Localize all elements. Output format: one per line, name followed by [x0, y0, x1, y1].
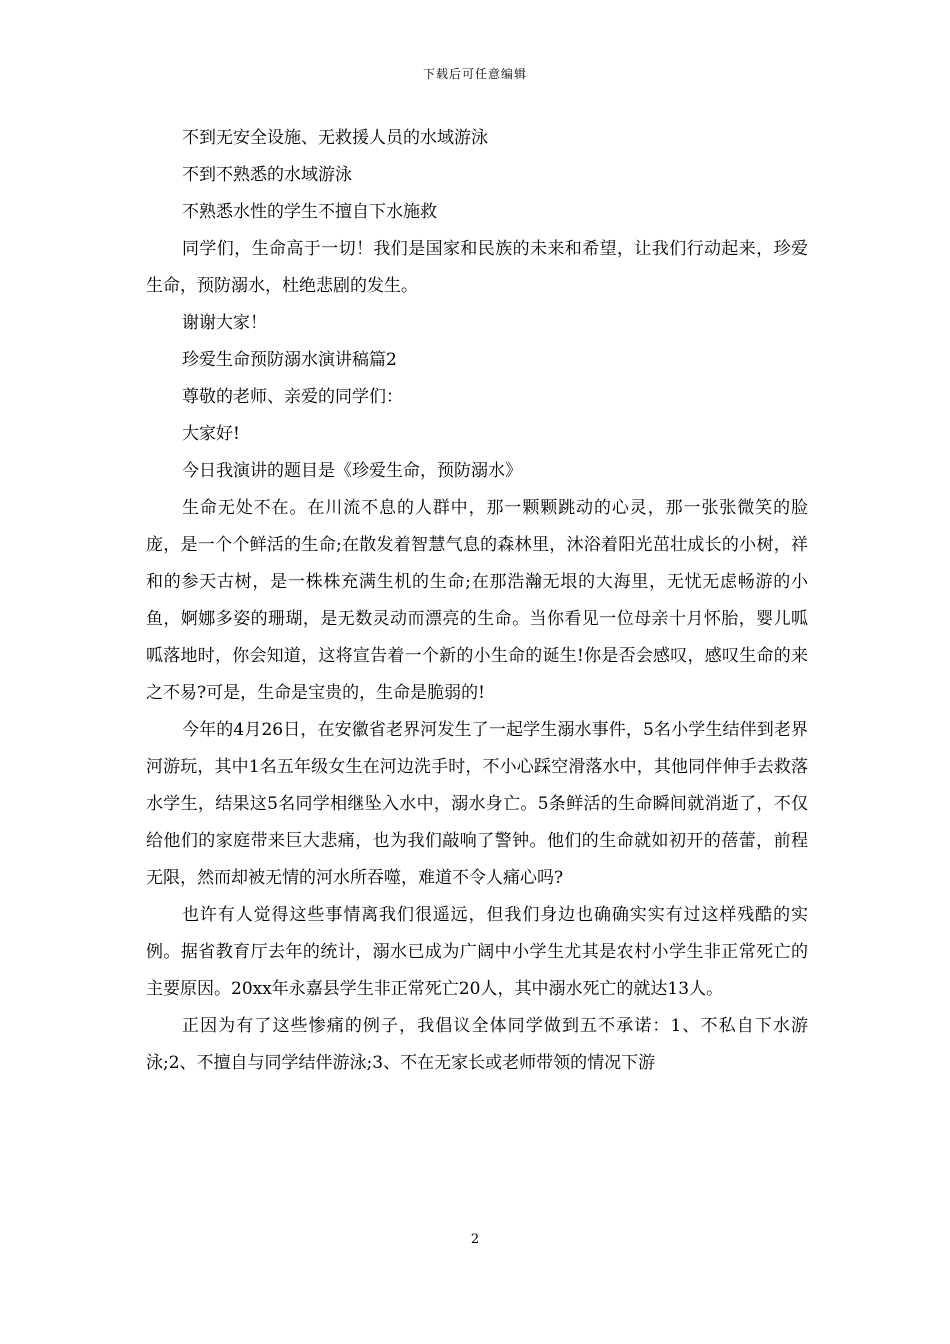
paragraph: 生命无处不在。在川流不息的人群中，那一颗颗跳动的心灵，那一张张微笑的脸庞，是一个个鲜活的生命;在散发着智慧气息的森林里，沐浴着阳光茁壮成长的小树，祥和的参天古树，是一株株充满生机的生命;在那浩瀚无垠的大海里，无忧无虑畅游的小鱼，婀娜多姿的珊瑚，是无数灵动而漂亮的生命。当你看见一位母亲十月怀胎，婴儿呱呱落地时，你会知道，这将宣告着一个新的小生命的诞生!你是否会感叹，感叹生命的来之不易?可是，生命是宝贵的，生命是脆弱的!: [146, 498, 808, 703]
paragraph: 不熟悉水性的学生不擅自下水施救: [182, 202, 437, 222]
greeting: 大家好!: [182, 424, 240, 444]
paragraph: 同学们，生命高于一切！我们是国家和民族的未来和希望，让我们行动起来，珍爱生命，预防溺水，杜绝悲剧的发生。: [146, 239, 808, 296]
paragraph: 不到无安全设施、无救援人员的水域游泳: [182, 128, 488, 148]
paragraph: 也许有人觉得这些事情离我们很遥远，但我们身边也确确实实有过这样残酷的实例。据省教育厅去年的统计，溺水已成为广阔中小学生尤其是农村小学生非正常死亡的主要原因。20xx年永嘉县学生非正常死亡20人，其中溺水死亡的就达13人。: [146, 905, 808, 999]
document-body: [146, 120, 808, 1082]
paragraph: 今日我演讲的题目是《珍爱生命，预防溺水》: [182, 461, 522, 481]
paragraph: 谢谢大家！: [182, 313, 267, 333]
page-number: 2: [470, 1232, 480, 1247]
paragraph: 正因为有了这些惨痛的例子，我倡议全体同学做到五不承诺：1、不私自下水游泳;2、不擅自与同学结伴游泳;3、不在无家长或老师带领的情况下游: [146, 1016, 808, 1073]
salutation: 尊敬的老师、亲爱的同学们：: [182, 387, 403, 407]
section-title: 珍爱生命预防溺水演讲稿篇2: [182, 350, 397, 370]
page-header: 下载后可任意编辑: [422, 67, 527, 81]
paragraph: 今年的4月26日，在安徽省老界河发生了一起学生溺水事件，5名小学生结伴到老界河游玩，其中1名五年级女生在河边洗手时，不小心踩空滑落水中，其他同伴伸手去救落水学生，结果这5名同学相继坠入水中，溺水身亡。5条鲜活的生命瞬间就消逝了，不仅给他们的家庭带来巨大悲痛，也为我们敲响了警钟。他们的生命就如初开的蓓蕾，前程无限，然而却被无情的河水所吞噬，难道不令人痛心吗?: [146, 720, 808, 888]
paragraph: 不到不熟悉的水域游泳: [182, 165, 352, 185]
